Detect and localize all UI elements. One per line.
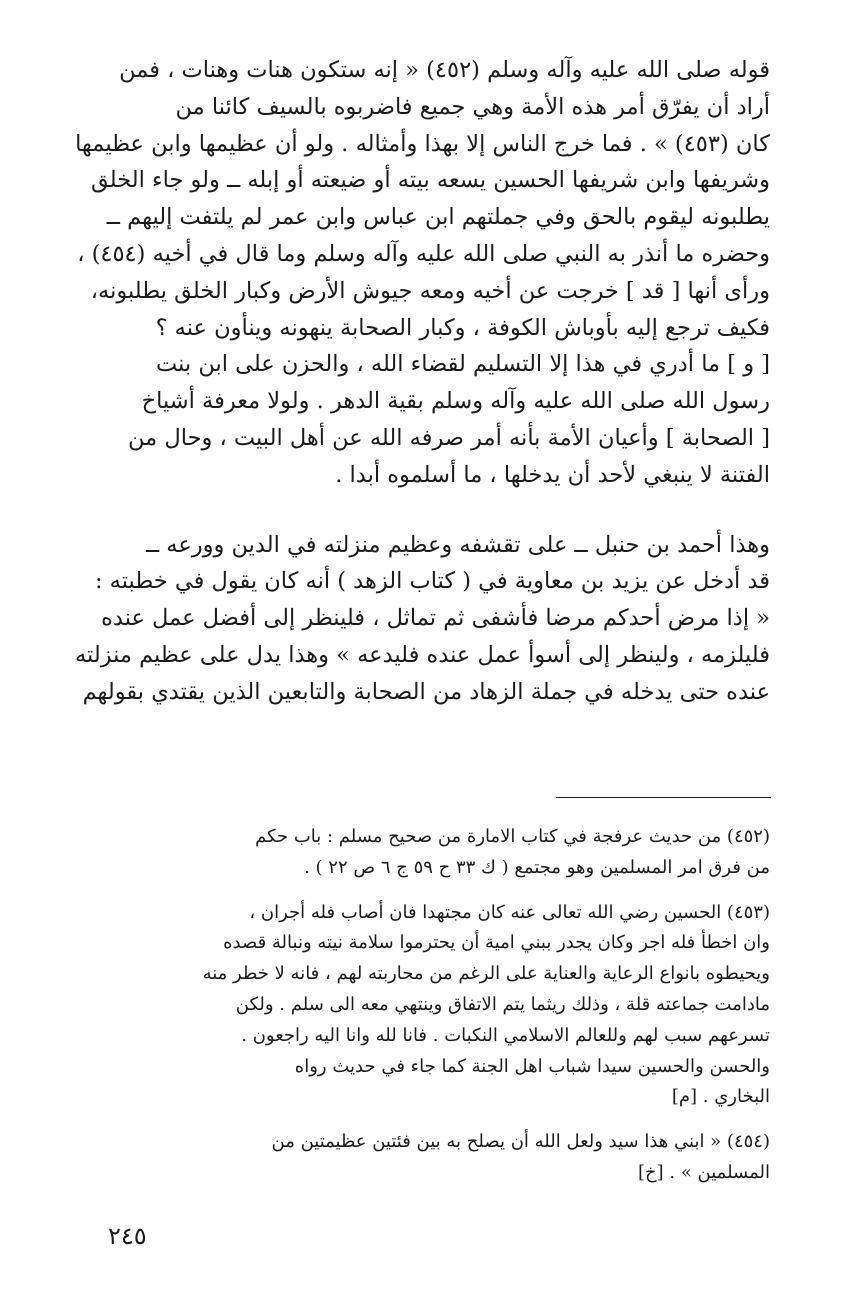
body-line: قد أدخل عن يزيد بن معاوية في ( كتاب الزهد ) أنه كان يقول في خطبته : (94, 568, 770, 595)
body-line: أراد أن يفرّق أمر هذه الأمة وهي جميع فاضربوه بالسيف كائنا من (175, 93, 770, 120)
body-line: وشريفها وابن شريفها الحسين يسعه بيته أو ضيعته أو إبله ــ ولو جاء الخلق (91, 167, 770, 194)
body-line: وهذا أحمد بن حنبل ــ على تقشفه وعظيم منزلته في الدين وورعه ــ (145, 531, 770, 558)
body-paragraph-2 (75, 527, 770, 711)
footnote-453 (75, 898, 770, 1114)
main-body-text (75, 52, 770, 711)
footnote-spacer (75, 1113, 770, 1127)
body-line: « إذا مرض أحدكم مرضا فأشفى ثم تماثل ، فلينظر إلى أفضل عمل عنده (101, 605, 770, 632)
footnote-line: (٤٥٤) « ابني هذا سيد ولعل الله أن يصلح به بين فئتين عظيمتين من (271, 1131, 770, 1153)
footnote-line: ويحيطوه بانواع الرعاية والعناية على الرغم من محاربته لهم ، فانه لا خطر منه (202, 963, 770, 985)
footnote-line: والحسن والحسين سيدا شباب اهل الجنة كما جاء في حديث رواه (294, 1055, 770, 1077)
footnote-line: وان اخطأ فله اجر وكان يجدر ببني امية أن يحترموا سلامة نيته ونبالة قصده (223, 932, 770, 954)
body-line: يطلبونه ليقوم بالحق وفي جملتهم ابن عباس وابن عمر لم يلتفت إليهم ــ (106, 204, 770, 231)
footnote-line: (٤٥٣) الحسين رضي الله تعالى عنه كان مجتهدا فان أصاب فله أجران ، (249, 901, 770, 923)
body-line: [ الصحابة ] وأعيان الأمة بأنه أمر صرفه الله عن أهل البيت ، وحال من (128, 424, 770, 451)
body-line: وحضره ما أنذر به النبي صلى الله عليه وآله وسلم وما قال في أخيه (٤٥٤) ، (77, 240, 770, 267)
body-paragraph-1 (75, 52, 770, 494)
footnote-line: مادامت جماعته قلة ، وذلك ريثما يتم الاتفاق وينتهي معه الى سلم . ولكن (235, 993, 770, 1015)
body-line: كان (٤٥٣) » . فما خرج الناس إلا بهذا وأمثاله . ولو أن عظيمها وابن عظيمها (75, 130, 770, 157)
footnote-454 (75, 1127, 770, 1189)
footnote-452 (75, 822, 770, 884)
body-line: رسول الله صلى الله عليه وآله وسلم بقية الدهر . ولولا معرفة أشياخ (141, 388, 770, 415)
body-line: ورأى أنها [ قد ] خرجت عن أخيه ومعه جيوش الأرض وكبار الخلق يطلبونه، (90, 277, 770, 304)
footnote-separator-rule (556, 797, 771, 798)
body-line: فليلزمه ، ولينظر إلى أسوأ عمل عنده فليدعه » وهذا يدل على عظيم منزلته (75, 641, 770, 668)
body-line: عنده حتى يدخله في جملة الزهاد من الصحابة والتابعين الذين يقتدي بقولهم (82, 678, 770, 705)
footnote-line: (٤٥٢) من حديث عرفجة في كتاب الامارة من صحيح مسلم : باب حكم (255, 826, 770, 847)
footnote-line: البخاري . [م] (671, 1086, 770, 1108)
body-line: الفتنة لا ينبغي لأحد أن يدخلها ، ما أسلموه أبدا . (335, 461, 770, 488)
paragraph-spacer (75, 494, 770, 527)
footnote-line: تسرعهم سبب لهم وللعالم الاسلامي النكبات . فانا لله وانا اليه راجعون . (241, 1024, 770, 1046)
page-number: ٢٤٥ (108, 1222, 147, 1250)
footnote-spacer (75, 884, 770, 898)
body-line: قوله صلى الله عليه وآله وسلم (٤٥٢) « إنه ستكون هنات وهنات ، فمن (119, 57, 770, 83)
footnote-line: من فرق امر المسلمين وهو مجتمع ( ك ٣٣ ح ٥٩ ج ٦ ص ٢٢ ) . (304, 856, 770, 878)
footnotes-section (75, 822, 770, 1189)
footnote-line: المسلمين » . [خ] (637, 1161, 770, 1183)
body-line: فكيف ترجع إليه بأوباش الكوفة ، وكبار الصحابة ينهونه وينأون عنه ؟ (155, 314, 770, 341)
body-line: [ و ] ما أدري في هذا إلا التسليم لقضاء الله ، والحزن على ابن بنت (156, 351, 770, 378)
